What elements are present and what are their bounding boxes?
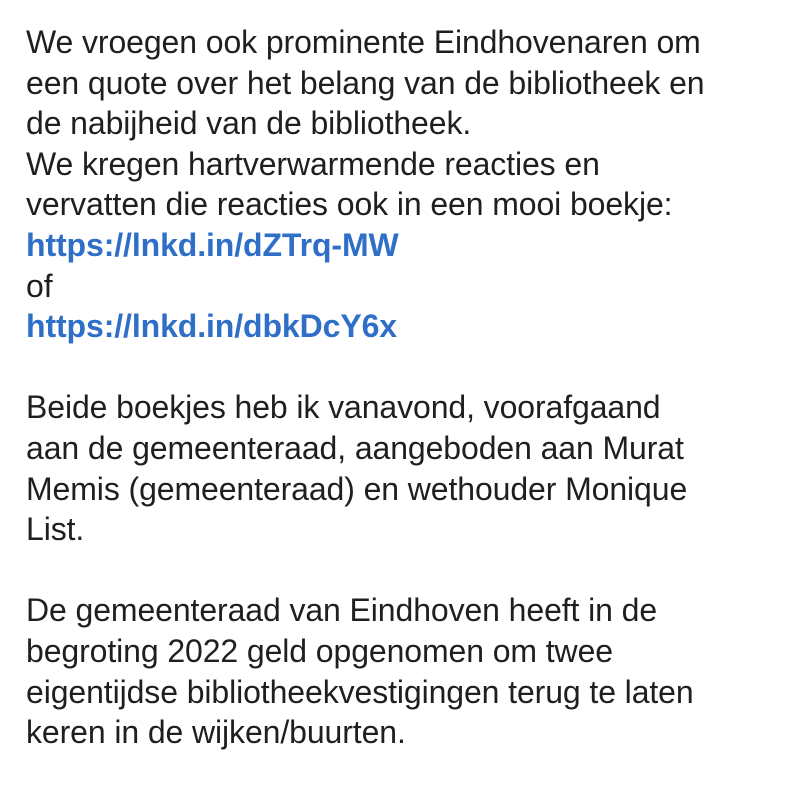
booklet-link-2[interactable]: https://lnkd.in/dbkDcY6x xyxy=(26,308,397,345)
text-line: eigentijdse bibliotheekvestigingen terug te laten xyxy=(26,673,694,710)
text-line: We kregen hartverwarmende reacties en xyxy=(26,145,600,182)
paragraph-gap xyxy=(26,550,786,591)
text-line: aan de gemeenteraad, aangeboden aan Murat xyxy=(26,429,684,466)
text-line: vervatten die reacties ook in een mooi boekje: xyxy=(26,186,673,223)
text-line: de nabijheid van de bibliotheek. xyxy=(26,105,472,142)
text-line: keren in de wijken/buurten. xyxy=(26,714,406,751)
separator-text: of xyxy=(26,267,53,304)
link-line xyxy=(26,225,786,266)
text-line: List. xyxy=(26,511,85,548)
paragraph-gap xyxy=(26,347,786,388)
paragraph-budget xyxy=(26,590,786,752)
text-line: De gemeenteraad van Eindhoven heeft in de xyxy=(26,592,658,629)
paragraph-intro xyxy=(26,22,786,347)
text-line: Memis (gemeenteraad) en wethouder Monique xyxy=(26,470,688,507)
link-line xyxy=(26,306,786,347)
post-body xyxy=(26,22,786,753)
text-line: We vroegen ook prominente Eindhovenaren om xyxy=(26,24,701,60)
text-line: Beide boekjes heb ik vanavond, voorafgaand xyxy=(26,389,661,426)
text-line: begroting 2022 geld opgenomen om twee xyxy=(26,632,613,669)
text-line: een quote over het belang van de bibliotheek en xyxy=(26,64,705,101)
paragraph-presentation xyxy=(26,387,786,549)
booklet-link-1[interactable]: https://lnkd.in/dZTrq-MW xyxy=(26,226,399,263)
